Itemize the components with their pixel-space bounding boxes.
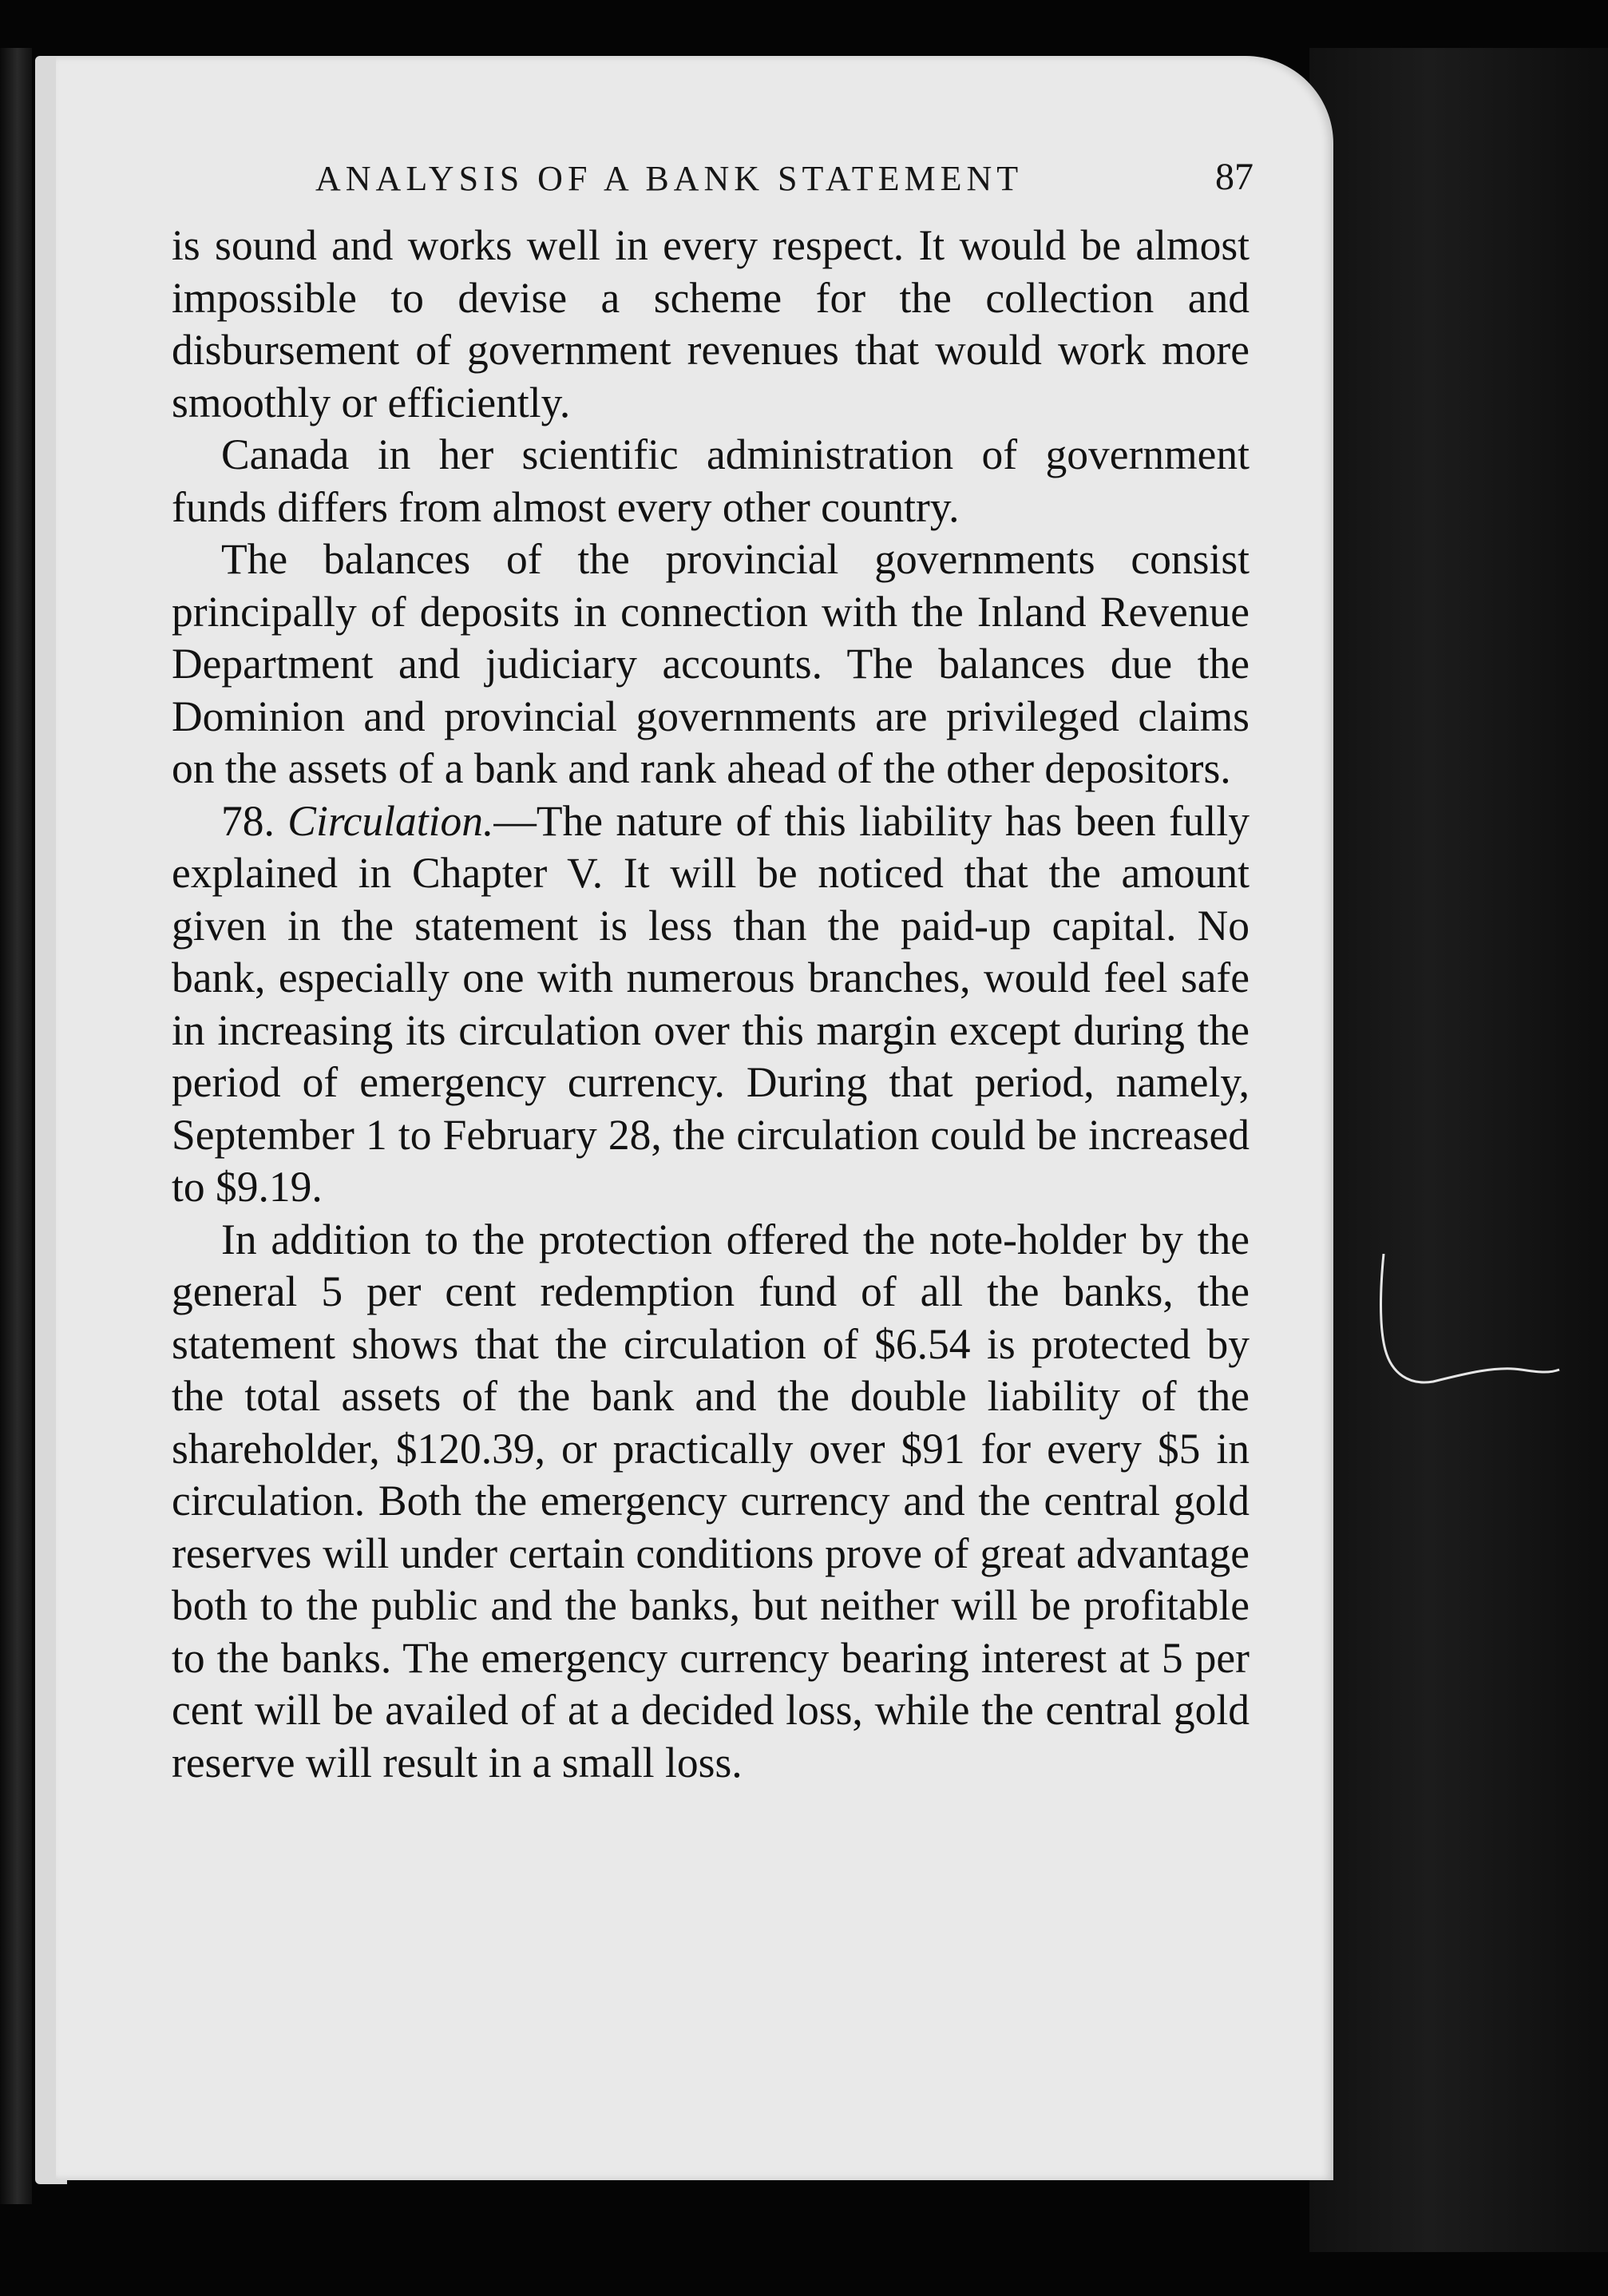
page-number: 87 bbox=[1215, 156, 1254, 198]
book-cover-edge bbox=[1309, 48, 1608, 2252]
paragraph-text: —The nature of this liability has been fully explained in Chapter V. It will be noticed that the amount given in the statement is less than the paid-up capital. No bank, especially one with numerous branches, would feel safe in increasing its circulation over this margin except during the period of emergency currency. During that period, namely, September 1 to February 28, the circulation could be increased to $9.19. bbox=[172, 796, 1250, 1211]
paragraph-text: In addition to the protection offered the note-holder by the general 5 per cent redemption fund of all the banks, the statement shows that the circulation of $6.54 is protected by the total assets of the bank and the double liability of the shareholder, $120.39, or practically over $91 for every $5 in circulation. Both the emergency currency and the central gold reserves will under certain conditions prove of great advantage both to the public and the banks, but neither will be profitable to the banks. The emergency currency bearing interest at 5 per cent will be availed of at a decided loss, while the central gold reserve will result in a small loss. bbox=[172, 1215, 1250, 1786]
paragraph-text: The balances of the provincial governments consist principally of deposits in connection with the Inland Revenue Department and judiciary accounts. The balances due the Dominion and provincial governments are privileged claims on the assets of a bank and rank ahead of the other depositors. bbox=[172, 535, 1250, 792]
body-text bbox=[172, 220, 1250, 1789]
binding-thread-mark bbox=[1377, 1254, 1561, 1398]
page bbox=[56, 56, 1333, 2180]
paragraph bbox=[172, 220, 1250, 429]
running-title: ANALYSIS OF A BANK STATEMENT bbox=[315, 159, 1024, 198]
paragraph bbox=[172, 533, 1250, 795]
running-head bbox=[224, 152, 1254, 208]
section-heading: Circulation. bbox=[287, 796, 494, 845]
paragraph bbox=[172, 795, 1250, 1214]
previous-page-edge bbox=[0, 48, 32, 2204]
paragraph-text: is sound and works well in every respect. It would be almost impossible to devise a scheme for the collection and disbursement of government revenues that would work more smoothly or efficiently. bbox=[172, 221, 1250, 426]
paragraph bbox=[172, 429, 1250, 533]
paragraph-text: Canada in her scientific administration of government funds differs from almost every other country. bbox=[172, 430, 1250, 531]
section-number: 78. bbox=[221, 796, 275, 845]
paragraph bbox=[172, 1214, 1250, 1790]
